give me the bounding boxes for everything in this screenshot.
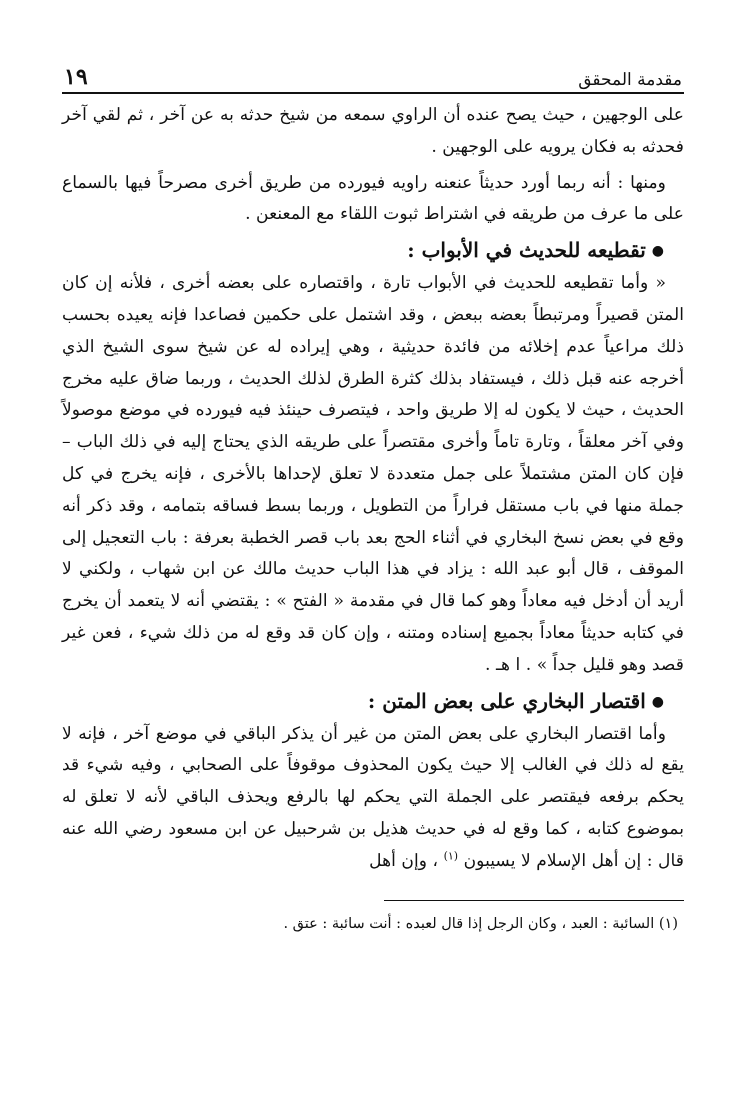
book-page — [62, 52, 684, 937]
header-rule — [62, 92, 684, 94]
section-heading — [62, 233, 684, 268]
paragraph — [62, 719, 684, 878]
running-header — [62, 52, 684, 90]
section-heading-text: تقطيعه للحديث في الأبواب : — [407, 238, 646, 263]
section-heading — [62, 684, 684, 719]
footnote-reference[interactable]: (١) — [443, 849, 459, 862]
bullet-icon: ● — [651, 243, 664, 260]
section-heading-text: اقتصار البخاري على بعض المتن : — [367, 688, 646, 713]
paragraph-text: وأما اقتصار البخاري على بعض المتن من غير أن يذكر الباقي في موضع آخر ، فإنه لا يقع له ذلك في الغالب إلا حيث يكون المحذوف موقوفاً على الصحابي ، وفيه شيء قد يحكم برفعه فيقتصر على الجملة التي يحكم لها بالرفع ويحذف الباقي لأنه لا تعلق له بموضوع كتابه ، كما وقع له في حديث هذيل بن شرحبيل عن ابن مسعود رضي الله عنه قال : إن أهل الإسلام لا يسيبون — [62, 723, 684, 871]
footnote-rule — [384, 900, 684, 901]
footnote: (١) السائبة : العبد ، وكان الرجل إذا قال لعبده : أنت سائبة : عتق . — [283, 915, 678, 932]
page-number: ١٩ — [64, 64, 88, 90]
bullet-icon: ● — [651, 693, 664, 710]
paragraph: ومنها : أنه ربما أورد حديثاً عنعنه راويه فيورده من طريق أخرى مصرحاً فيها بالسماع على ما عرف من طريقه في اشتراط ثبوت اللقاء مع المعنعن . — [62, 172, 684, 225]
paragraph-text: ، وإن أهل — [369, 850, 439, 871]
paragraph-quote: « وأما تقطيعه للحديث في الأبواب تارة ، واقتصاره على بعضه أخرى ، فلأنه إن كان المتن قصيراً ومرتبطاً بعضه ببعض ، وقد اشتمل على حكمين فصاعدا فإنه يعيده بحسب ذلك مراعياً عدم إخلائه من فائدة حديثية ، وهي إيراده له عن شيخ سوى الشيخ الذي أخرجه عنه قبل ذلك ، فيستفاد بذلك كثرة الطرق لذلك الحديث ، وربما ضاق عليه مخرج الحديث ، حيث لا يكون له إلا طريق واحد ، فيتصرف حينئذ فيه فيورده في موضع موصولاً وفي آخر معلقاً ، وتارة تاماً وأخرى مقتصراً على طريقه الذي يحتاج إليه في ذلك الباب – فإن كان المتن مشتملاً على جمل متعددة لا تعلق لإحداها بالأخرى ، فإنه يخرج في كل جملة منها في باب مستقل فراراً من التطويل ، وربما بسط فساقه بتمامه ، وقد ذكر أنه وقع في بعض نسخ البخاري في أثناء الحج بعد باب قصر الخطبة بعرفة : باب التعجيل إلى الموقف ، قال أبو عبد الله : يزاد في هذا الباب حديث مالك عن ابن شهاب ، ولكني لا أريد أن أدخل فيه معاداً وهو كما قال في مقدمة « الفتح » : يقتضي أنه لا يتعمد أن يخرج في كتابه حديثاً معاداً بجميع إسناده ومتنه ، وإن كان قد وقع له من ذلك شيء ، فعن غير قصد وهو قليل جداً » . ا هـ . — [62, 273, 684, 675]
running-title: مقدمة المحقق — [578, 70, 682, 90]
main-text — [62, 100, 684, 878]
paragraph-continuation: على الوجهين ، حيث يصح عنده أن الراوي سمعه من شيخ حدثه به عن آخر ، ثم لقي آخر فحدثه به فكان يرويه على الوجهين . — [62, 105, 684, 157]
